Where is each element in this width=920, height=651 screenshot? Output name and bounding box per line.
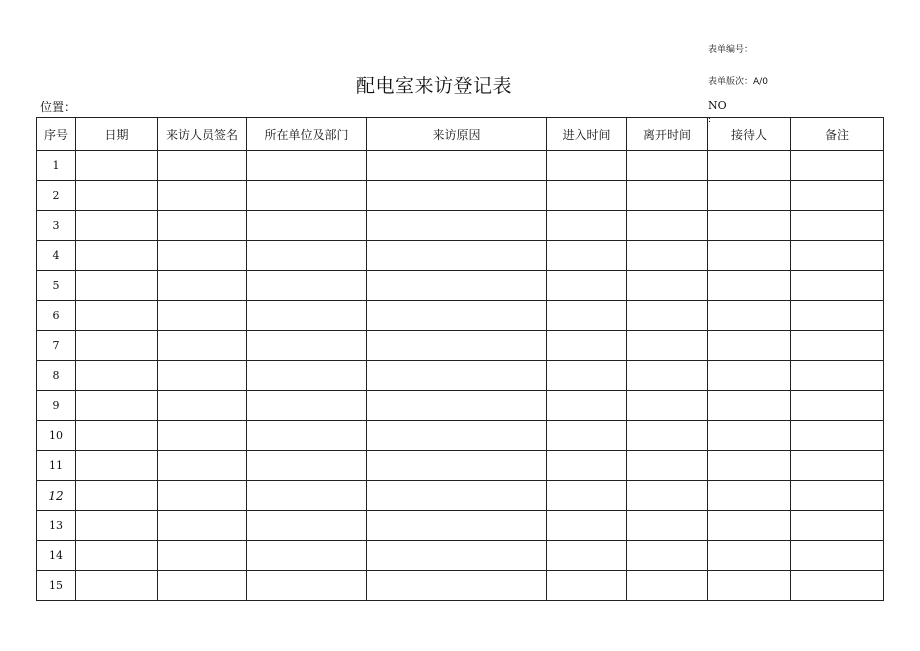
organization-cell[interactable] xyxy=(247,151,367,181)
exit-time-cell[interactable] xyxy=(627,391,708,421)
organization-cell[interactable] xyxy=(247,391,367,421)
visit-reason-cell[interactable] xyxy=(367,481,547,511)
visit-reason-cell[interactable] xyxy=(367,331,547,361)
visitor-signature-cell[interactable] xyxy=(158,421,247,451)
column-header-receptionist: 接待人 xyxy=(708,118,791,151)
entry-time-cell[interactable] xyxy=(547,511,627,541)
organization-cell[interactable] xyxy=(247,451,367,481)
organization-cell[interactable] xyxy=(247,541,367,571)
receptionist-cell[interactable] xyxy=(708,211,791,241)
remarks-cell[interactable] xyxy=(791,421,884,451)
row-index: 5 xyxy=(37,271,76,301)
serial-number-colon: : xyxy=(708,115,712,125)
visitor-signature-cell[interactable] xyxy=(158,151,247,181)
entry-time-cell[interactable] xyxy=(547,331,627,361)
remarks-cell[interactable] xyxy=(791,241,884,271)
table-row xyxy=(37,211,884,241)
exit-time-cell[interactable] xyxy=(627,151,708,181)
entry-time-cell[interactable] xyxy=(547,421,627,451)
table-header-row xyxy=(37,118,884,151)
date-cell[interactable] xyxy=(76,301,158,331)
form-code-label: 表单编号： xyxy=(708,45,754,55)
visitor-signature-cell[interactable] xyxy=(158,541,247,571)
table-row xyxy=(37,511,884,541)
row-index: 13 xyxy=(37,511,76,541)
visit-reason-cell[interactable] xyxy=(367,361,547,391)
visitor-signature-cell[interactable] xyxy=(158,301,247,331)
visit-reason-cell[interactable] xyxy=(367,451,547,481)
receptionist-cell[interactable] xyxy=(708,301,791,331)
receptionist-cell[interactable] xyxy=(708,361,791,391)
exit-time-cell[interactable] xyxy=(627,241,708,271)
exit-time-cell[interactable] xyxy=(627,541,708,571)
table-row xyxy=(37,541,884,571)
exit-time-cell[interactable] xyxy=(627,451,708,481)
receptionist-cell[interactable] xyxy=(708,511,791,541)
date-cell[interactable] xyxy=(76,421,158,451)
visitor-signature-cell[interactable] xyxy=(158,211,247,241)
row-index: 14 xyxy=(37,541,76,571)
visit-reason-cell[interactable] xyxy=(367,241,547,271)
table-row xyxy=(37,571,884,601)
row-index: 7 xyxy=(37,331,76,361)
receptionist-cell[interactable] xyxy=(708,481,791,511)
row-index: 1 xyxy=(37,151,76,181)
receptionist-cell[interactable] xyxy=(708,331,791,361)
visit-reason-cell[interactable] xyxy=(367,271,547,301)
row-index: 4 xyxy=(37,241,76,271)
visit-reason-cell[interactable] xyxy=(367,151,547,181)
organization-cell[interactable] xyxy=(247,331,367,361)
organization-cell[interactable] xyxy=(247,211,367,241)
table-row xyxy=(37,361,884,391)
exit-time-cell[interactable] xyxy=(627,361,708,391)
date-cell[interactable] xyxy=(76,571,158,601)
date-cell[interactable] xyxy=(76,361,158,391)
table-row xyxy=(37,301,884,331)
organization-cell[interactable] xyxy=(247,571,367,601)
receptionist-cell[interactable] xyxy=(708,151,791,181)
table-row xyxy=(37,181,884,211)
remarks-cell[interactable] xyxy=(791,151,884,181)
visit-reason-cell[interactable] xyxy=(367,211,547,241)
row-index: 11 xyxy=(37,451,76,481)
visit-reason-cell[interactable] xyxy=(367,541,547,571)
receptionist-cell[interactable] xyxy=(708,571,791,601)
visit-reason-cell[interactable] xyxy=(367,511,547,541)
receptionist-cell[interactable] xyxy=(708,181,791,211)
visitor-signature-cell[interactable] xyxy=(158,391,247,421)
entry-time-cell[interactable] xyxy=(547,181,627,211)
remarks-cell[interactable] xyxy=(791,511,884,541)
row-index: 15 xyxy=(37,571,76,601)
date-cell[interactable] xyxy=(76,271,158,301)
entry-time-cell[interactable] xyxy=(547,451,627,481)
receptionist-cell[interactable] xyxy=(708,241,791,271)
column-header-date: 日期 xyxy=(76,118,158,151)
column-header-remarks: 备注 xyxy=(791,118,884,151)
entry-time-cell[interactable] xyxy=(547,391,627,421)
remarks-cell[interactable] xyxy=(791,361,884,391)
form-version-label: 表单版次：A/0 xyxy=(708,77,768,87)
remarks-cell[interactable] xyxy=(791,211,884,241)
remarks-cell[interactable] xyxy=(791,331,884,361)
exit-time-cell[interactable] xyxy=(627,481,708,511)
receptionist-cell[interactable] xyxy=(708,451,791,481)
entry-time-cell[interactable] xyxy=(547,271,627,301)
serial-number-label: NO xyxy=(708,99,727,112)
row-index: 6 xyxy=(37,301,76,331)
date-cell[interactable] xyxy=(76,391,158,421)
table-row xyxy=(37,421,884,451)
table-row xyxy=(37,481,884,511)
row-index: 2 xyxy=(37,181,76,211)
visitor-signature-cell[interactable] xyxy=(158,451,247,481)
column-header-exit-time: 离开时间 xyxy=(627,118,708,151)
remarks-cell[interactable] xyxy=(791,391,884,421)
visitor-signature-cell[interactable] xyxy=(158,331,247,361)
organization-cell[interactable] xyxy=(247,301,367,331)
column-header-visitor-signature: 来访人员签名 xyxy=(158,118,247,151)
entry-time-cell[interactable] xyxy=(547,571,627,601)
visit-reason-cell[interactable] xyxy=(367,571,547,601)
remarks-cell[interactable] xyxy=(791,571,884,601)
column-header-index: 序号 xyxy=(37,118,76,151)
organization-cell[interactable] xyxy=(247,361,367,391)
receptionist-cell[interactable] xyxy=(708,541,791,571)
table-row xyxy=(37,391,884,421)
table-row xyxy=(37,451,884,481)
organization-cell[interactable] xyxy=(247,181,367,211)
row-index: 3 xyxy=(37,211,76,241)
date-cell[interactable] xyxy=(76,211,158,241)
visit-reason-cell[interactable] xyxy=(367,391,547,421)
entry-time-cell[interactable] xyxy=(547,211,627,241)
exit-time-cell[interactable] xyxy=(627,181,708,211)
location-label: 位置： xyxy=(40,100,77,114)
exit-time-cell[interactable] xyxy=(627,421,708,451)
receptionist-cell[interactable] xyxy=(708,391,791,421)
exit-time-cell[interactable] xyxy=(627,331,708,361)
date-cell[interactable] xyxy=(76,151,158,181)
visit-reason-cell[interactable] xyxy=(367,181,547,211)
visitor-signature-cell[interactable] xyxy=(158,241,247,271)
organization-cell[interactable] xyxy=(247,241,367,271)
visitor-signature-cell[interactable] xyxy=(158,511,247,541)
visitor-signature-cell[interactable] xyxy=(158,271,247,301)
date-cell[interactable] xyxy=(76,541,158,571)
table-row xyxy=(37,241,884,271)
receptionist-cell[interactable] xyxy=(708,271,791,301)
visitor-signature-cell[interactable] xyxy=(158,181,247,211)
exit-time-cell[interactable] xyxy=(627,271,708,301)
column-header-visit-reason: 来访原因 xyxy=(367,118,547,151)
organization-cell[interactable] xyxy=(247,421,367,451)
page-title: 配电室来访登记表 xyxy=(356,75,513,97)
exit-time-cell[interactable] xyxy=(627,571,708,601)
entry-time-cell[interactable] xyxy=(547,541,627,571)
receptionist-cell[interactable] xyxy=(708,421,791,451)
remarks-cell[interactable] xyxy=(791,271,884,301)
column-header-entry-time: 进入时间 xyxy=(547,118,627,151)
row-index: 8 xyxy=(37,361,76,391)
date-cell[interactable] xyxy=(76,481,158,511)
table-row xyxy=(37,271,884,301)
row-index: 12 xyxy=(37,481,76,511)
visitor-signature-cell[interactable] xyxy=(158,481,247,511)
visitor-signature-cell[interactable] xyxy=(158,361,247,391)
entry-time-cell[interactable] xyxy=(547,361,627,391)
exit-time-cell[interactable] xyxy=(627,511,708,541)
table-row xyxy=(37,151,884,181)
table-body xyxy=(37,151,884,601)
remarks-cell[interactable] xyxy=(791,181,884,211)
date-cell[interactable] xyxy=(76,181,158,211)
organization-cell[interactable] xyxy=(247,511,367,541)
date-cell[interactable] xyxy=(76,331,158,361)
visit-reason-cell[interactable] xyxy=(367,301,547,331)
exit-time-cell[interactable] xyxy=(627,211,708,241)
entry-time-cell[interactable] xyxy=(547,481,627,511)
exit-time-cell[interactable] xyxy=(627,301,708,331)
remarks-cell[interactable] xyxy=(791,451,884,481)
visitor-register-table xyxy=(36,117,884,601)
remarks-cell[interactable] xyxy=(791,541,884,571)
visitor-signature-cell[interactable] xyxy=(158,571,247,601)
entry-time-cell[interactable] xyxy=(547,301,627,331)
entry-time-cell[interactable] xyxy=(547,151,627,181)
date-cell[interactable] xyxy=(76,511,158,541)
date-cell[interactable] xyxy=(76,241,158,271)
table-row xyxy=(37,331,884,361)
remarks-cell[interactable] xyxy=(791,301,884,331)
column-header-organization: 所在单位及部门 xyxy=(247,118,367,151)
entry-time-cell[interactable] xyxy=(547,241,627,271)
organization-cell[interactable] xyxy=(247,481,367,511)
row-index: 9 xyxy=(37,391,76,421)
organization-cell[interactable] xyxy=(247,271,367,301)
remarks-cell[interactable] xyxy=(791,481,884,511)
date-cell[interactable] xyxy=(76,451,158,481)
row-index: 10 xyxy=(37,421,76,451)
visit-reason-cell[interactable] xyxy=(367,421,547,451)
